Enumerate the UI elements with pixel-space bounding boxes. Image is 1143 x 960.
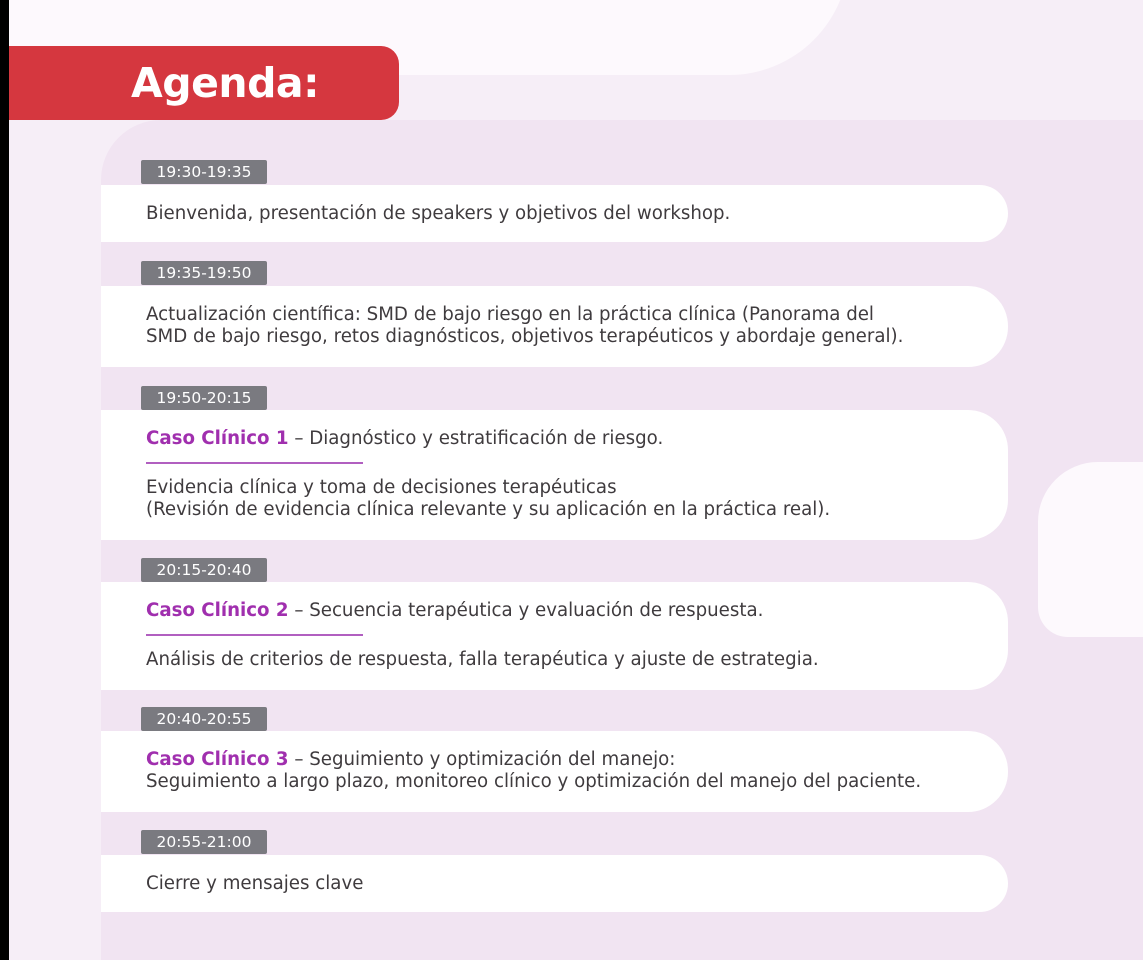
agenda-item <box>101 731 1008 812</box>
time-badge: 20:55-21:00 <box>141 830 267 854</box>
case-heading <box>146 600 1008 622</box>
agenda-item-text: Actualización científica: SMD de bajo riesgo en la práctica clínica (Panorama del <box>146 304 874 325</box>
case-text: – Secuencia terapéutica y evaluación de respuesta. <box>288 600 764 621</box>
agenda-item-text: Análisis de criterios de respuesta, falla terapéutica y ajuste de estrategia. <box>146 649 819 670</box>
agenda-item-text: Cierre y mensajes clave <box>146 873 364 894</box>
agenda-item <box>101 855 1008 912</box>
agenda-item-text: (Revisión de evidencia clínica relevante y su aplicación en la práctica real). <box>146 499 831 520</box>
agenda-item-text: Seguimiento a largo plazo, monitoreo clínico y optimización del manejo del paciente. <box>146 771 922 792</box>
case-heading <box>146 428 1008 450</box>
agenda-item <box>101 582 1008 690</box>
divider <box>146 462 363 464</box>
page-title: Agenda: <box>131 59 319 107</box>
agenda-item <box>101 286 1008 367</box>
agenda-item-text: SMD de bajo riesgo, retos diagnósticos, objetivos terapéuticos y abordaje general). <box>146 326 904 347</box>
background-shape-right <box>1038 462 1143 637</box>
case-label: Caso Clínico 3 <box>146 749 289 770</box>
title-banner <box>9 46 399 120</box>
agenda-item <box>101 185 1008 242</box>
agenda-item-text: Evidencia clínica y toma de decisiones terapéuticas <box>146 477 617 498</box>
time-badge: 19:35-19:50 <box>141 261 267 285</box>
divider <box>146 634 363 636</box>
case-text: – Seguimiento y optimización del manejo: <box>288 749 676 770</box>
case-label: Caso Clínico 1 <box>146 428 289 449</box>
time-badge: 20:40-20:55 <box>141 707 267 731</box>
case-heading <box>146 749 1008 771</box>
agenda-slide <box>9 0 1143 960</box>
case-label: Caso Clínico 2 <box>146 600 289 621</box>
case-text: – Diagnóstico y estratificación de riesgo. <box>288 428 664 449</box>
agenda-item <box>101 410 1008 540</box>
time-badge: 19:30-19:35 <box>141 160 267 184</box>
time-badge: 20:15-20:40 <box>141 558 267 582</box>
agenda-item-text: Bienvenida, presentación de speakers y objetivos del workshop. <box>146 203 731 224</box>
time-badge: 19:50-20:15 <box>141 386 267 410</box>
